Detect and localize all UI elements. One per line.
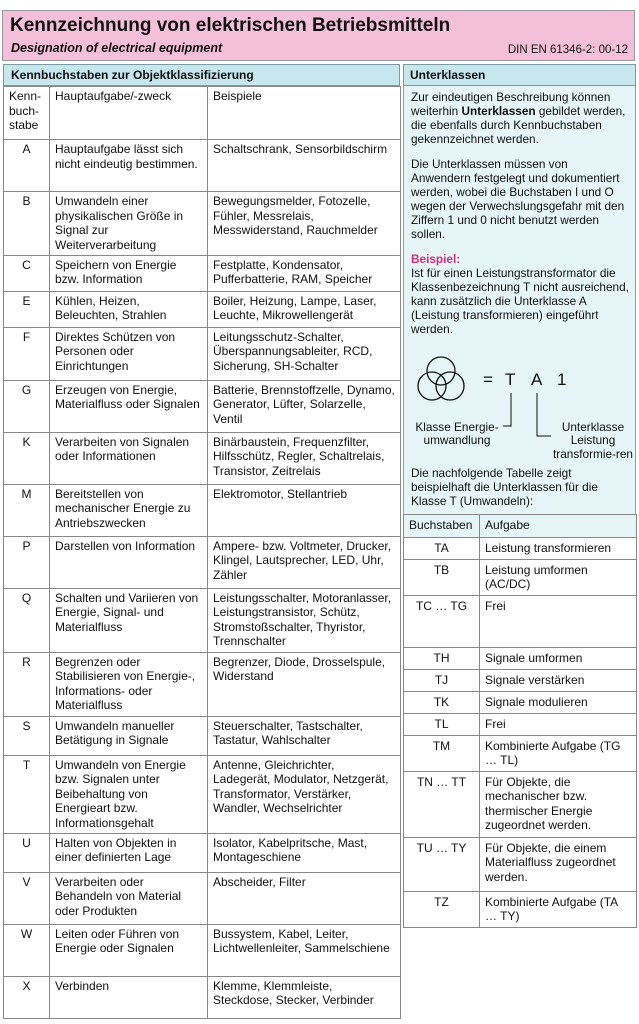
table-row — [4, 484, 401, 536]
table-row — [4, 380, 401, 432]
row-examples: Bewegungsmelder, Fotozelle, Fühler, Messrelais, Messwiderstand, Rauchmelder — [208, 192, 401, 256]
transformer-designation-diagram — [411, 341, 633, 466]
row-code: F — [4, 327, 50, 380]
column-header-examples: Beispiele — [208, 87, 401, 140]
table-row — [4, 652, 401, 716]
row-examples: Elektromotor, Stellantrieb — [208, 484, 401, 536]
row-examples: Batterie, Brennstoffzelle, Dynamo, Generator, Lüfter, Solarzelle, Ventil — [208, 380, 401, 432]
row-examples: Klemme, Klemmleiste, Steckdose, Stecker, Verbinder — [208, 976, 401, 1018]
subclass-task: Für Objekte, die mechanischer bzw. thermischer Energie zugeordnet werden. — [480, 771, 637, 837]
row-task: Hauptaufgabe lässt sich nicht eindeutig bestimmen. — [50, 140, 208, 192]
column-header-code: Kenn-buch-stabe — [4, 87, 50, 140]
row-code: Q — [4, 588, 50, 652]
subclass-intro-paragraph — [411, 90, 629, 147]
table-row — [4, 255, 401, 291]
table-row — [4, 755, 401, 833]
subclass-task: Kombinierte Aufgabe (TA … TY) — [480, 891, 637, 927]
row-examples: Boiler, Heizung, Lampe, Laser, Leuchte, Mikrowellengerät — [208, 291, 401, 327]
subclass-code: TU … TY — [404, 837, 480, 891]
row-task: Begrenzen oder Stabilisieren von Energie-, Informations- oder Materialfluss — [50, 652, 208, 716]
row-code: S — [4, 716, 50, 755]
row-code: T — [4, 755, 50, 833]
row-examples: Binärbaustein, Frequenzfilter, Hilfsschütz, Regler, Schaltrelais, Transistor, Zeitrelais — [208, 432, 401, 484]
classification-section — [3, 64, 400, 1019]
subclass-row — [404, 891, 637, 927]
row-code: U — [4, 833, 50, 872]
row-code: M — [4, 484, 50, 536]
row-task: Umwandeln manueller Betätigung in Signale — [50, 716, 208, 755]
subclass-task: Signale umformen — [480, 647, 637, 669]
row-examples: Leistungsschalter, Motoranlasser, Leistungstransistor, Schütz, Stromstoßschalter, Thyristor, Trennschalter — [208, 588, 401, 652]
row-task: Umwandeln von Energie bzw. Signalen unter Beibehaltung von Energieart bzw. Informationsgehalt — [50, 755, 208, 833]
subclass-task: Signale verstärken — [480, 669, 637, 691]
row-task: Umwandeln einer physikalischen Größe in Signal zur Weiterverarbeitung — [50, 192, 208, 256]
row-code: A — [4, 140, 50, 192]
row-examples: Isolator, Kabelpritsche, Mast, Montageschiene — [208, 833, 401, 872]
table-row — [4, 872, 401, 924]
row-code: R — [4, 652, 50, 716]
table-row — [4, 291, 401, 327]
subclass-row — [404, 647, 637, 669]
subclass-code: TA — [404, 537, 480, 559]
row-code: E — [4, 291, 50, 327]
equation-subclass-letter: A — [531, 369, 543, 389]
row-code: X — [4, 976, 50, 1018]
subclass-code: TN … TT — [404, 771, 480, 837]
norm-reference: DIN EN 61346-2: 00-12 — [507, 44, 628, 56]
page-title: Kennzeichnung von elektrischen Betriebsmitteln — [10, 15, 451, 36]
table-row — [4, 716, 401, 755]
row-task: Schalten und Variieren von Energie, Signal- und Materialfluss — [50, 588, 208, 652]
row-task: Speichern von Energie bzw. Information — [50, 255, 208, 291]
row-examples: Schaltschrank, Sensorbildschirm — [208, 140, 401, 192]
page-subtitle: Designation of electrical equipment — [11, 41, 223, 55]
row-examples: Steuerschalter, Tastschalter, Tastatur, Wahlschalter — [208, 716, 401, 755]
subclass-row — [404, 837, 637, 891]
row-task: Direktes Schützen von Personen oder Einrichtungen — [50, 327, 208, 380]
row-task: Leiten oder Führen von Energie oder Signalen — [50, 924, 208, 976]
subclass-section — [403, 64, 636, 928]
subclass-row — [404, 713, 637, 735]
subclass-task: Leistung umformen (AC/DC) — [480, 559, 637, 595]
subclass-table — [403, 514, 637, 928]
subclass-row — [404, 559, 637, 595]
subclass-row — [404, 691, 637, 713]
row-task: Verarbeiten von Signalen oder Informationen — [50, 432, 208, 484]
subclass-task: Kombinierte Aufgabe (TG … TL) — [480, 735, 637, 771]
table-row — [4, 588, 401, 652]
row-examples: Abscheider, Filter — [208, 872, 401, 924]
table-row — [4, 327, 401, 380]
subclass-row — [404, 595, 637, 647]
subclass-task: Frei — [480, 713, 637, 735]
row-task: Darstellen von Information — [50, 536, 208, 588]
equation-class-letter: T — [505, 369, 516, 389]
subclass-header-row — [404, 514, 637, 537]
row-code: B — [4, 192, 50, 256]
row-examples: Begrenzer, Diode, Drosselspule, Widerstand — [208, 652, 401, 716]
subclass-heading: Unterklassen — [403, 64, 636, 86]
table-row — [4, 976, 401, 1018]
subclass-task: Für Objekte, die einem Materialfluss zugeordnet werden. — [480, 837, 637, 891]
table-row — [4, 192, 401, 256]
classification-table — [3, 86, 401, 1019]
row-task: Erzeugen von Energie, Materialfluss oder Signalen — [50, 380, 208, 432]
subclass-row — [404, 771, 637, 837]
subclass-code: TZ — [404, 891, 480, 927]
classification-heading: Kennbuchstaben zur Objektklassifizierung — [3, 64, 400, 86]
page-header — [2, 10, 635, 61]
subclass-column-task: Aufgabe — [480, 514, 637, 537]
subclass-code: TC … TG — [404, 595, 480, 647]
subclass-code: TK — [404, 691, 480, 713]
subclass-task: Signale modulieren — [480, 691, 637, 713]
subclass-column-letters: Buchstaben — [404, 514, 480, 537]
subclass-task: Leistung transformieren — [480, 537, 637, 559]
row-task: Halten von Objekten in einer definierten Lage — [50, 833, 208, 872]
row-code: K — [4, 432, 50, 484]
classification-table-body — [4, 140, 401, 1019]
subclass-code: TB — [404, 559, 480, 595]
table-row — [4, 536, 401, 588]
subclass-row — [404, 735, 637, 771]
class-label: Klasse Energie-umwandlung — [415, 419, 499, 448]
row-code: V — [4, 872, 50, 924]
table-row — [4, 833, 401, 872]
subclass-code: TJ — [404, 669, 480, 691]
equation-equals: = — [483, 369, 493, 389]
row-code: P — [4, 536, 50, 588]
example-paragraph: Ist für einen Leistungstransformator die Klassenbezeichnung T nicht ausreichend, kann zusätzlich die Unterklasse A (Leistung transformieren) eingeführt werden. — [411, 265, 629, 337]
intro-text-part1: Zur eindeutigen Beschreibung können weiterhin — [411, 90, 611, 119]
subclass-table-body — [404, 537, 637, 927]
subclass-rule-paragraph: Die Unterklassen müssen von Anwendern festgelegt und dokumentiert werden, wobei die Buchstaben I und O wegen der Verwechslungsgefahr mit den Ziffern 1 und 0 nicht benutzt werden sollen. — [411, 156, 625, 242]
subclass-code: TM — [404, 735, 480, 771]
table-intro-paragraph: Die nachfolgende Tabelle zeigt beispielhaft die Unterklassen für die Klasse T (Umwandeln): — [411, 465, 598, 508]
row-task: Verarbeiten oder Behandeln von Material oder Produkten — [50, 872, 208, 924]
subclass-code: TL — [404, 713, 480, 735]
intro-text-bold: Unterklassen — [461, 104, 536, 119]
row-code: W — [4, 924, 50, 976]
subclass-row — [404, 669, 637, 691]
subclass-row — [404, 537, 637, 559]
row-examples: Antenne, Gleichrichter, Ladegerät, Modulator, Netzgerät, Transformator, Verstärker, Wandler, Wechselrichter — [208, 755, 401, 833]
row-examples: Bussystem, Kabel, Leiter, Lichtwellenleiter, Sammelschiene — [208, 924, 401, 976]
table-row — [4, 140, 401, 192]
table-row — [4, 924, 401, 976]
column-header-task: Hauptaufgabe/-zweck — [50, 87, 208, 140]
table-row — [4, 432, 401, 484]
subclass-task: Frei — [480, 595, 637, 647]
equation-number: 1 — [557, 369, 567, 389]
row-examples: Ampere- bzw. Voltmeter, Drucker, Klingel, Lautsprecher, LED, Uhr, Zähler — [208, 536, 401, 588]
row-code: C — [4, 255, 50, 291]
row-task: Bereitstellen von mechanischer Energie zu Antriebszwecken — [50, 484, 208, 536]
intro-text-part2: gebildet werden, die ebenfalls durch Kennbuchstaben gekennzeichnet werden. — [411, 104, 626, 147]
table-header-row — [4, 87, 401, 140]
subclass-description — [403, 86, 636, 514]
row-task: Kühlen, Heizen, Beleuchten, Strahlen — [50, 291, 208, 327]
row-code: G — [4, 380, 50, 432]
subclass-code: TH — [404, 647, 480, 669]
example-heading: Beispiel: — [411, 251, 461, 266]
row-examples: Festplatte, Kondensator, Pufferbatterie, RAM, Speicher — [208, 255, 401, 291]
row-examples: Leitungsschutz-Schalter, Überspannungsableiter, RCD, Sicherung, SH-Schalter — [208, 327, 401, 380]
row-task: Verbinden — [50, 976, 208, 1018]
subclass-label: Unterklasse Leistung transformie-ren — [553, 419, 633, 461]
